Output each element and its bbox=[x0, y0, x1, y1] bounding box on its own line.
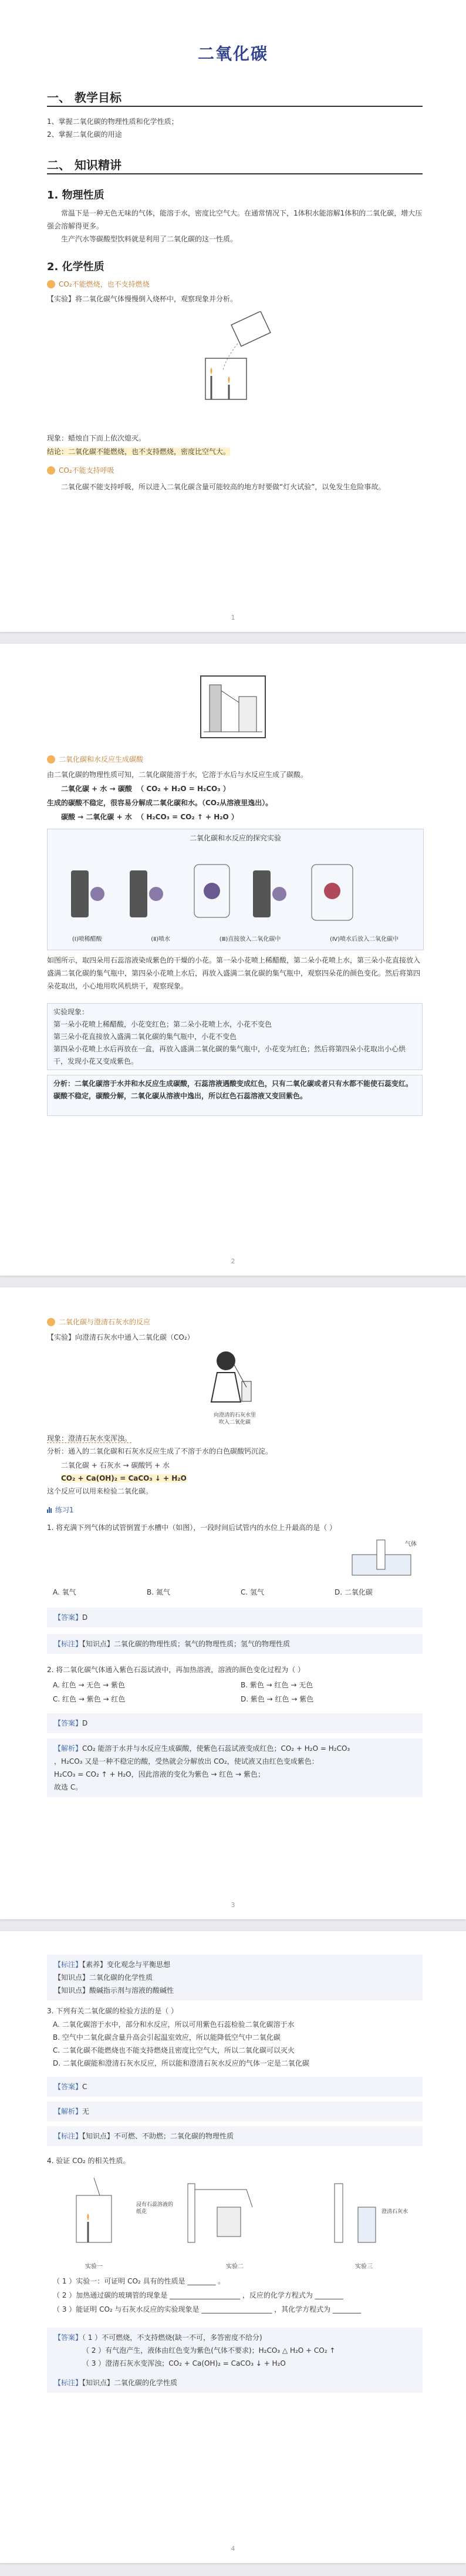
q3-option-b[interactable]: B. 空气中二氧化碳含量升高会引起温室效应，所以能降低空气中二氧化碳 bbox=[53, 2033, 281, 2042]
gas-label: 气体 bbox=[405, 1541, 417, 1548]
heading-physical: 1. 物理性质 bbox=[47, 189, 104, 201]
flowers-experiment-figure bbox=[53, 847, 417, 935]
q4-sub-1: （ 1 ）实验一：可证明 CO₂ 具有的性质是 ________ 。 bbox=[53, 2277, 225, 2285]
q3-tags-box: 【标注】【知识点】不可燃、不助燃；二氧化碳的物理性质 bbox=[47, 2126, 423, 2146]
analysis-box: 分析：二氧化碳溶于水并和水反应生成碳酸，石蕊溶液遇酸变成红色，只有二氧化碳或者只有水都不能使石蕊变红。碳酸不稳定，碳酸分解，二氧化碳从溶液中逸出，所以红色石蕊溶液又变回紫色。 bbox=[47, 1075, 423, 1116]
phenomenon-1: 现象：蜡烛自下而上依次熄灭。 bbox=[47, 434, 146, 442]
records-title: 实验现象： bbox=[53, 1008, 89, 1016]
page-4 bbox=[0, 1931, 466, 2563]
physical-text: 常温下是一种无色无味的气体，能溶于水，密度比空气大。在通常情况下，1体积水能溶解1体积的二氧化碳，增大压强会溶解得更多。 bbox=[47, 209, 423, 230]
question-2: 2. 将二氧化碳气体通入紫色石蕊试液中，再加热溶液，溶液的颜色变化过程为（ ） bbox=[47, 1666, 305, 1674]
tag-co2-water: 二氧化碳和水反应生成碳酸 bbox=[47, 754, 143, 764]
q3-option-a[interactable]: A. 二氧化碳溶于水中，部分和水反应，所以可用紫色石蕊检验二氧化碳溶于水 bbox=[53, 2020, 295, 2029]
practice-heading: 练习1 bbox=[47, 1505, 74, 1515]
page-2 bbox=[0, 644, 466, 1276]
p2-text-1: 由二氧化碳的物理性质可知，二氧化碳能溶于水，它溶于水后与水反应生成了碳酸。 bbox=[47, 771, 308, 779]
bullet-icon bbox=[47, 280, 55, 288]
figure-label-2: 实验二 bbox=[226, 2264, 244, 2270]
q4-sub-2: （ 2 ）加热通过碳的玻璃管的现象是 ____________________ ，反应的化学方程式为 ________ bbox=[53, 2291, 343, 2299]
page-3 bbox=[0, 1287, 466, 1919]
p3-analysis: 分析：通入的二氧化碳和石灰水反应生成了不溶于水的白色碳酸钙沉淀。 bbox=[47, 1447, 273, 1455]
record-3: 第四朵小花喷上水后再放在一盒，再放入盛满二氧化碳的集气瓶中，小花变为红色；然后将第四朵小花取出小心烘干，发现小花又变成紫色。 bbox=[53, 1045, 406, 1065]
q1-option-a[interactable]: A. 氧气 bbox=[53, 1588, 76, 1596]
figure-captions bbox=[48, 934, 423, 943]
record-1: 第一朵小花喷上稀醋酸，小花变红色；第二朵小花喷上水，小花不变色 bbox=[53, 1020, 272, 1028]
figure-title: 二氧化碳和水反应的探究实验 bbox=[189, 834, 281, 842]
equation-2: 碳酸 → 二氧化碳 + 水 （ H₂CO₃ = CO₂ ↑ + H₂O ） bbox=[61, 813, 238, 821]
question-3: 3. 下列有关二氧化碳的检验方法的是（ ） bbox=[47, 2007, 178, 2015]
figure-label-3: 实验三 bbox=[355, 2264, 373, 2270]
q4-sub-3: （ 3 ）能证明 CO₂ 与石灰水反应的实验现象是 ____________________ ，其化学方程式为 ________ bbox=[53, 2305, 361, 2313]
caption-1: (Ⅰ)喷稀醋酸 bbox=[72, 936, 102, 943]
blowing-illustration bbox=[200, 1346, 264, 1411]
divider bbox=[47, 106, 423, 107]
q1-answer-box: 【答案】D bbox=[47, 1608, 423, 1627]
goal-1: 1、掌握二氧化碳的物理性质和化学性质； bbox=[47, 117, 178, 126]
note-litmus: 浸有石蕊溶液的纸花 bbox=[136, 2202, 174, 2215]
q4-tags-box: 【标注】【知识点】二氧化碳的化学性质 bbox=[47, 2373, 423, 2393]
page-number: 1 bbox=[231, 614, 235, 621]
equation-1: 二氧化碳 + 水 → 碳酸 （ CO₂ + H₂O = H₂CO₃ ） bbox=[61, 785, 230, 793]
q2-option-d[interactable]: D. 紫色 → 红色 → 紫色 bbox=[241, 1695, 314, 1703]
q2-answer-box: 【答案】D bbox=[47, 1713, 423, 1733]
tag-limewater: 二氧化碳与澄清石灰水的反应 bbox=[47, 1317, 150, 1327]
heading-chemical: 2. 化学性质 bbox=[47, 261, 104, 273]
experiment-description: 如图所示，取四朵用石蕊溶液染成紫色的干燥的小花。第一朵小花喷上稀醋酸，第二朵小花喷上水，第三朵小花直接放入盛满二氧化碳的集气瓶中，第四朵小花喷上水后，再放入盛满二氧化碳的集气瓶中，观察四朵花的颜色变化。然后将第四朵花取出，小心地用吹风机烘干，观察现象。 bbox=[47, 956, 421, 990]
q4-answer-box: 【答案】（ 1 ）不可燃烧，不支持燃烧(缺一不可，多答密度不给分) （ 2 ）有气泡产生，液体由红色变为紫色(气体不要求)；H₂CO₃ △ H₂O + CO₂ ↑ （ 3 ）澄清石灰水变浑浊；CO₂ + Ca(OH)₂ = CaCO₃ ↓ + H₂O bbox=[47, 2328, 423, 2373]
physical-text-2: 生产汽水等碳酸型饮料就是利用了二氧化碳的这一性质。 bbox=[61, 235, 238, 243]
record-2: 第三朵小花直接放入盛满二氧化碳的集气瓶中，小花不变色 bbox=[53, 1033, 237, 1041]
caption-2: (Ⅱ)喷水 bbox=[151, 936, 171, 943]
illustration-caption: 向澄清的石灰水里 吹入二氧化碳 bbox=[213, 1413, 256, 1425]
doc-title: 二氧化碳 bbox=[197, 44, 268, 63]
caption-4: (Ⅳ)喷水后放入二氧化碳中 bbox=[330, 936, 399, 943]
conclusion-1: 结论：二氧化碳不能燃烧，也不支持燃烧，密度比空气大。 bbox=[47, 448, 231, 456]
q2-tags-box: 【标注】【素养】变化观念与平衡思想 【知识点】二氧化碳的化学性质 【知识点】酸碱指示剂与溶液的酸碱性 bbox=[47, 1955, 423, 2000]
q3-explanation-box: 【解析】无 bbox=[47, 2101, 423, 2121]
question-4: 4. 验证 CO₂ 的相关性质。 bbox=[47, 2157, 130, 2165]
q2-option-a[interactable]: A. 红色 → 无色 → 紫色 bbox=[53, 1681, 125, 1689]
caption-3: (Ⅲ)直接放入二氧化碳中 bbox=[219, 936, 281, 943]
bar-chart-icon bbox=[47, 1507, 52, 1513]
breathing-text: 二氧化碳不能支持呼吸，所以进入二氧化碳含量可能较高的地方时要做“灯火试验”，以免发生危险事故。 bbox=[61, 483, 386, 491]
page-number: 2 bbox=[231, 1257, 235, 1265]
divider bbox=[47, 173, 423, 174]
q1-option-c[interactable]: C. 氢气 bbox=[241, 1588, 265, 1596]
tag-not-flammable: CO₂不能燃烧，也不支持燃烧 bbox=[47, 279, 150, 289]
q2-option-c[interactable]: C. 红色 → 紫色 → 红色 bbox=[53, 1695, 126, 1703]
figure-label-1: 实验一 bbox=[85, 2264, 103, 2270]
page-1 bbox=[0, 0, 466, 632]
q1-option-d[interactable]: D. 二氧化碳 bbox=[335, 1588, 373, 1596]
q2-explanation-box: 【解析】CO₂ 能溶于水并与水反应生成碳酸，使紫色石蕊试液变成红色；CO₂ + H₂O = H₂CO₃ ，H₂CO₃ 又是一种不稳定的酸，受热就会分解放出 CO₂，使试液又由红色变成紫色： H₂CO₃ = CO₂ ↑ + H₂O，因此溶液的变化为紫色 → 红色 → 紫色； 故选 C。 bbox=[47, 1738, 423, 1797]
q3-answer-box: 【答案】C bbox=[47, 2077, 423, 2097]
records-box bbox=[47, 1003, 423, 1070]
bullet-icon bbox=[47, 755, 55, 764]
p2-text-2: 生成的碳酸不稳定，很容易分解成二氧化碳和水。（CO₂从溶液里逸出）。 bbox=[47, 799, 273, 807]
experiment-figure-box bbox=[47, 829, 424, 950]
bullet-icon bbox=[47, 466, 55, 475]
p3-experiment: 【实验】向澄清石灰水中通入二氧化碳（CO₂） bbox=[47, 1333, 194, 1341]
note-limewater: 澄清石灰水 bbox=[381, 2209, 408, 2215]
experiments-figure bbox=[53, 2172, 417, 2260]
tag-no-breathing: CO₂不能支持呼吸 bbox=[47, 465, 114, 475]
candle-beaker-illustration bbox=[170, 311, 288, 405]
q1-option-b[interactable]: B. 氮气 bbox=[147, 1588, 170, 1596]
page-number: 4 bbox=[231, 2545, 235, 2553]
p3-use: 这个反应可以用来检验二氧化碳。 bbox=[47, 1487, 153, 1495]
co2-cylinder-illustration bbox=[198, 673, 268, 741]
p3-formula: CO₂ + Ca(OH)₂ = CaCO₃ ↓ + H₂O bbox=[61, 1474, 187, 1482]
q2-option-b[interactable]: B. 紫色 → 红色 → 无色 bbox=[241, 1681, 313, 1689]
page-number: 3 bbox=[231, 1901, 235, 1909]
q1-tags-box: 【标注】【知识点】二氧化碳的物理性质；氧气的物理性质；氢气的物理性质 bbox=[47, 1634, 423, 1654]
q3-option-c[interactable]: C. 二氧化碳不能燃烧也不能支持燃烧且密度比空气大，所以二氧化碳可以灭火 bbox=[53, 2046, 295, 2054]
goal-2: 2、掌握二氧化碳的用途 bbox=[47, 130, 122, 139]
section-heading-goals: 一、 教学目标 bbox=[47, 90, 121, 105]
p3-phenomenon: 现象：澄清石灰水变浑浊。 bbox=[47, 1434, 132, 1442]
q3-option-d[interactable]: D. 二氧化碳能和澄清石灰水反应，所以能和澄清石灰水反应的气体一定是二氧化碳 bbox=[53, 2059, 309, 2067]
question-1: 1. 将充满下列气体的试管倒置于水槽中（如图），一段时间后试管内的水位上升最高的是（ ） bbox=[47, 1524, 337, 1532]
section-heading-knowledge: 二、 知识精讲 bbox=[47, 158, 121, 172]
experiment-1: 【实验】将二氧化碳气体慢慢倒入烧杯中，观察现象并分析。 bbox=[47, 295, 238, 303]
p3-word-equation: 二氧化碳 + 石灰水 → 碳酸钙 + 水 bbox=[61, 1461, 170, 1469]
bullet-icon bbox=[47, 1318, 55, 1326]
